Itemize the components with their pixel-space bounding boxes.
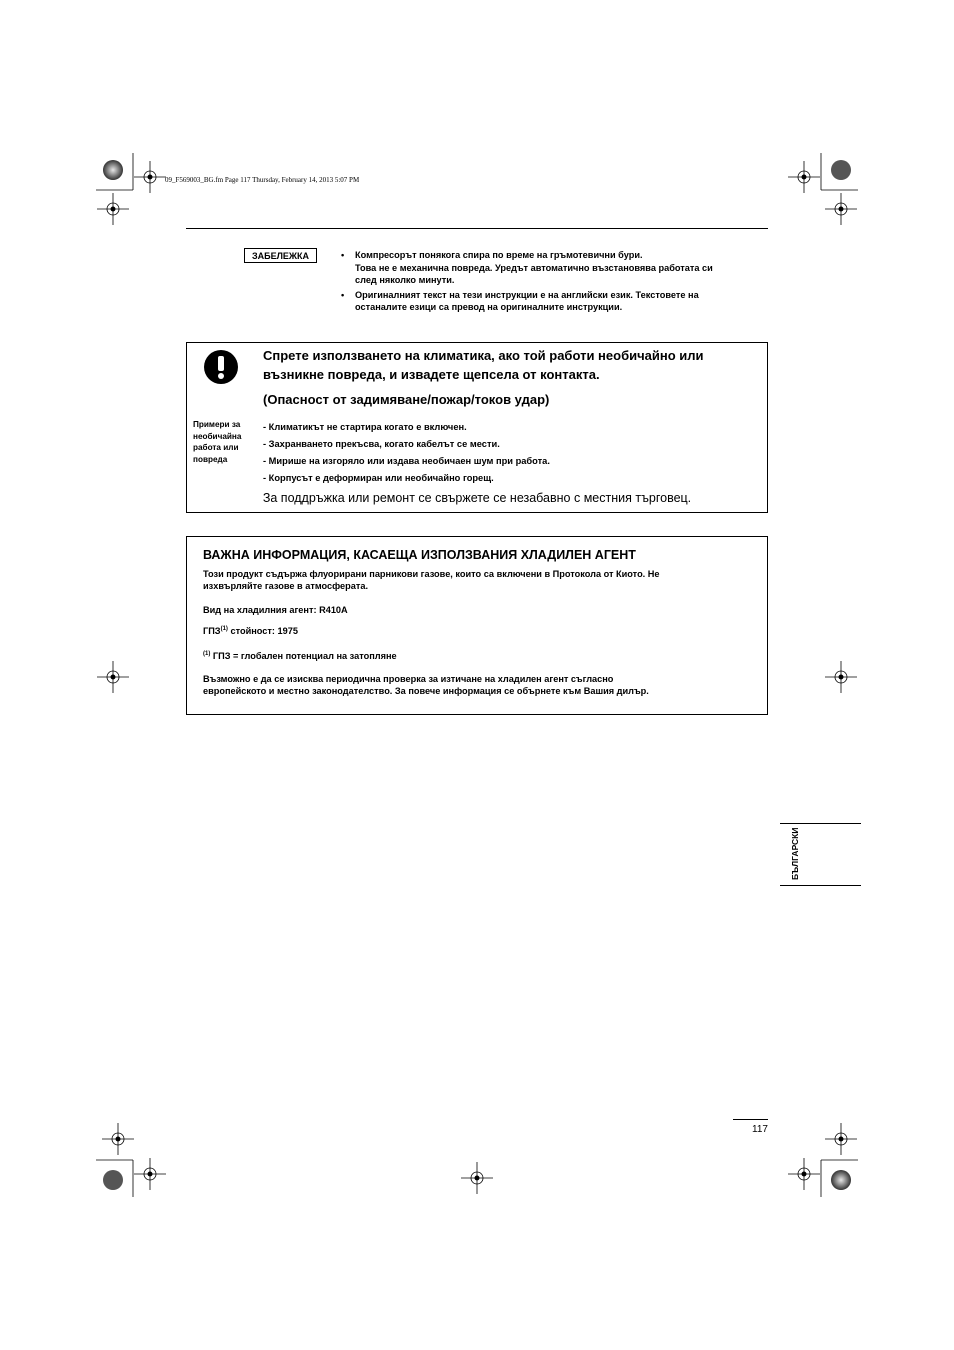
note-line: Оригиналният текст на тези инструкции е на английски език. Текстовете на: [355, 289, 699, 300]
registration-cross-icon: [825, 193, 857, 225]
refrigerant-gwp: [203, 623, 743, 637]
note-line: след няколко минути.: [355, 275, 455, 285]
bullet-icon: •: [341, 250, 345, 260]
note-line: останалите езици са превод на оригиналните инструкции.: [355, 302, 623, 312]
registration-dial-icon: [103, 1170, 123, 1190]
registration-dial-icon: [831, 1170, 851, 1190]
registration-cross-icon: [788, 1158, 820, 1190]
gwp-footnote-ref: (1): [220, 626, 228, 632]
registration-dial-icon: [831, 160, 851, 180]
bullet-icon: •: [341, 289, 345, 300]
refrigerant-check-line: европейското и местно законодателство. За повече информация се обърнете към Вашия дилър.: [203, 686, 649, 696]
note-line: Компресорът понякога спира по време на гръмотевични бури.: [355, 250, 643, 260]
refrigerant-check: [203, 673, 743, 697]
registration-cross-icon: [134, 161, 166, 193]
registration-cross-icon: [97, 661, 129, 693]
warning-title-line: Спрете използването на климатика, ако той работи необичайно или: [263, 348, 704, 363]
note-item: [341, 289, 761, 314]
registration-cross-icon: [825, 661, 857, 693]
note-item: [341, 249, 761, 287]
note-badge: ЗАБЕЛЕЖКА: [244, 248, 317, 263]
page-number-rule: [733, 1119, 768, 1120]
refrigerant-intro-line: изхвърляйте газове в атмосферата.: [203, 581, 369, 591]
example-item: - Захранването прекъсва, когато кабелът се мести.: [263, 439, 500, 449]
language-label: БЪЛГАРСКИ: [790, 827, 800, 880]
refrigerant-intro-line: Този продукт съдържа флуорирани парникови газове, които са включени в Протокола от Киото. Не: [203, 569, 660, 579]
registration-dial-icon: [103, 160, 123, 180]
top-divider: [186, 228, 768, 229]
examples-label-line: работа или: [193, 443, 239, 452]
examples-label-line: необичайна: [193, 431, 242, 441]
footnote-marker: (1): [203, 651, 211, 657]
exclamation-icon: [204, 350, 238, 384]
example-item: - Мирише на изгоряло или издава необичаен шум при работа.: [263, 456, 550, 466]
refrigerant-footnote: [203, 648, 743, 662]
page-number: 117: [752, 1124, 768, 1135]
examples-label: [193, 419, 255, 465]
refrigerant-title: ВАЖНА ИНФОРМАЦИЯ, КАСАЕЩА ИЗПОЛЗВАНИЯ ХЛАДИЛЕН АГЕНТ: [203, 548, 636, 562]
registration-cross-icon: [134, 1158, 166, 1190]
refrigerant-intro: [203, 568, 743, 592]
examples-label-line: Примери за: [193, 420, 241, 429]
registration-cross-icon: [788, 161, 820, 193]
file-info-header: 09_F569003_BG.fm Page 117 Thursday, February 14, 2013 5:07 PM: [165, 176, 360, 184]
refrigerant-check-line: Възможно е да се изисква периодична проверка за изтичане на хладилен агент съгласно: [203, 674, 614, 684]
warning-title-line: възникне повреда, и извадете щепсела от контакта.: [263, 367, 600, 382]
registration-cross-icon: [825, 1123, 857, 1155]
registration-cross-icon: [102, 1123, 134, 1155]
example-item: - Корпусът е деформиран или необичайно горещ.: [263, 473, 494, 483]
note-line: Това не е механична повреда. Уредът автоматично възстановява работата си: [355, 262, 713, 273]
footnote-text: ГПЗ = глобален потенциал на затопляне: [210, 651, 397, 661]
warning-footer: За поддръжка или ремонт се свържете се незабавно с местния търговец.: [262, 491, 692, 505]
examples-list: [263, 419, 550, 487]
examples-label-line: повреда: [193, 454, 228, 464]
gwp-prefix: ГПЗ: [203, 626, 221, 636]
registration-cross-icon: [97, 193, 129, 225]
example-item: - Климатикът не стартира когато е включен.: [263, 422, 467, 432]
note-list: [341, 249, 761, 314]
warning-title: [263, 346, 753, 384]
gwp-value: стойност: 1975: [227, 626, 298, 636]
refrigerant-agent-type: Вид на хладилния агент: R410A: [203, 605, 348, 615]
warning-subtitle: (Опасност от задимяване/пожар/токов удар): [263, 392, 550, 407]
registration-cross-icon: [461, 1162, 493, 1194]
